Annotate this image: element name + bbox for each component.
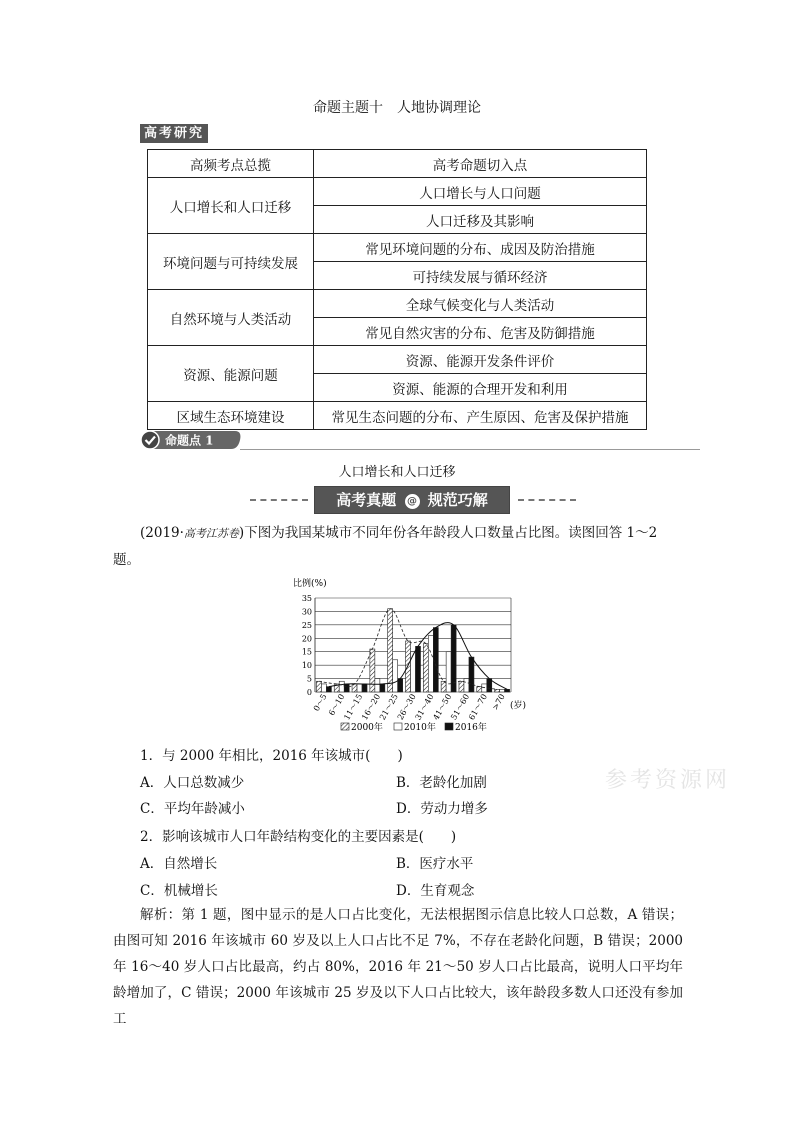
topic-cell: 人口增长和人口迁移 xyxy=(148,178,314,234)
legend-label: 2016年 xyxy=(455,723,487,733)
question-2-option-b[interactable]: B．医疗水平 xyxy=(396,856,474,872)
divider xyxy=(240,449,700,450)
intro-text: )下图为我国某城市不同年份各年龄段人口数量占比图。读图回答 1～2 题。 xyxy=(113,525,658,568)
age-structure-chart xyxy=(285,574,535,738)
table-row xyxy=(148,346,647,374)
x-axis-label: (岁) xyxy=(510,701,527,711)
x-tick-label: 6～10 xyxy=(327,692,347,718)
table-row xyxy=(148,234,647,262)
question-1-option-a[interactable]: A．人口总数减少 xyxy=(140,775,245,791)
bar-2016年 xyxy=(469,657,474,692)
bar-2016年 xyxy=(362,684,367,692)
point-cell: 全球气候变化与人类活动 xyxy=(314,290,647,318)
table-row xyxy=(148,290,647,318)
bar-2000年 xyxy=(477,687,482,692)
bar-2010年 xyxy=(428,636,433,692)
bar-2000年 xyxy=(459,681,464,692)
table-header-cell: 高频考点总揽 xyxy=(148,150,314,178)
intro-source-prefix: (2019· xyxy=(140,525,184,541)
x-tick-label: 16～20 xyxy=(360,692,383,722)
table-header-row xyxy=(148,150,647,178)
table-row xyxy=(148,178,647,206)
bar-2000年 xyxy=(495,689,500,692)
bar-2010年 xyxy=(375,679,380,692)
bar-2010年 xyxy=(500,689,505,692)
point-cell: 常见自然灾害的分布、危害及防御措施 xyxy=(314,318,647,346)
question-2-stem: 2．影响该城市人口年龄结构变化的主要因素是( ) xyxy=(140,829,457,845)
y-tick-label: 0 xyxy=(306,688,312,697)
bar-2010年 xyxy=(393,660,398,692)
point-cell: 人口增长与人口问题 xyxy=(314,178,647,206)
mingti-badge-label: 命题点 1 xyxy=(165,433,214,448)
question-1-option-c[interactable]: C．平均年龄减小 xyxy=(140,801,245,817)
legend-swatch-2000年 xyxy=(341,723,349,730)
banner-box xyxy=(314,486,510,514)
banner-right-text: 规范巧解 xyxy=(427,491,488,509)
question-2-option-c[interactable]: C．机械增长 xyxy=(140,883,218,899)
document-title: 命题主题十 人地协调理论 xyxy=(313,100,481,116)
mingti-subtitle: 人口增长和人口迁移 xyxy=(338,465,456,480)
banner-circle-icon: @ xyxy=(405,494,420,509)
x-tick-label: 31～40 xyxy=(413,692,436,722)
bar-2016年 xyxy=(505,689,510,692)
question-2-option-d[interactable]: D．生育观念 xyxy=(396,883,475,899)
x-tick-label: 51～60 xyxy=(449,692,472,722)
mingti-badge xyxy=(140,430,243,450)
bar-2000年 xyxy=(352,684,357,692)
bar-2016年 xyxy=(326,687,331,692)
question-1-option-b[interactable]: B．老龄化加剧 xyxy=(396,775,487,791)
bar-2010年 xyxy=(446,652,451,692)
bar-2010年 xyxy=(357,684,362,692)
bar-2010年 xyxy=(339,681,344,692)
banner-dash-left xyxy=(250,499,308,503)
legend-label: 2000年 xyxy=(351,723,383,733)
topic-cell: 区域生态环境建设 xyxy=(148,402,314,430)
section-badge: 高考研究 xyxy=(140,124,208,143)
x-tick-label: 26～30 xyxy=(395,692,418,722)
table-row xyxy=(148,402,647,430)
y-tick-label: 25 xyxy=(301,620,312,630)
banner-left-text: 高考真题 xyxy=(336,491,397,509)
bar-2000年 xyxy=(316,681,321,692)
bar-2016年 xyxy=(433,628,438,692)
point-cell: 资源、能源开发条件评价 xyxy=(314,346,647,374)
point-cell: 可持续发展与循环经济 xyxy=(314,262,647,290)
bar-2016年 xyxy=(344,684,349,692)
bar-2000年 xyxy=(388,609,393,692)
topic-cell: 资源、能源问题 xyxy=(148,346,314,402)
legend-swatch-2016年 xyxy=(445,723,453,730)
y-tick-label: 10 xyxy=(301,661,312,671)
x-tick-label: 61～70 xyxy=(467,692,490,722)
x-tick-label: 21～25 xyxy=(377,692,400,722)
x-tick-label: 41～50 xyxy=(431,692,454,722)
bar-2000年 xyxy=(423,644,428,692)
x-tick-label: 11～15 xyxy=(342,692,365,722)
x-tick-label: >70 xyxy=(490,692,507,712)
topics-table xyxy=(147,149,647,430)
point-cell: 常见生态问题的分布、产生原因、危害及保护措施 xyxy=(314,402,647,430)
y-tick-label: 20 xyxy=(301,634,312,644)
analysis-paragraph: 解析：第 1 题，图中显示的是人口占比变化，无法根据图示信息比较人口总数，A 错误；由图可知 2016 年该城市 60 岁及以上人口占比不足 7%，不存在老龄化问题，B 错误；2000 年 16～40 岁人口占比最高，约占 80%，2016 年 21～50 岁人口占比最高，说明人口平均年龄增加了，C 错误；2000 年该城市 25 岁及以下人口占比较大，该年龄段多数人口还没有参加工 xyxy=(113,907,683,1027)
point-cell: 资源、能源的合理开发和利用 xyxy=(314,374,647,402)
y-tick-label: 35 xyxy=(301,594,312,603)
point-cell: 常见环境问题的分布、成因及防治措施 xyxy=(314,234,647,262)
bar-2010年 xyxy=(321,684,326,692)
point-cell: 人口迁移及其影响 xyxy=(314,206,647,234)
banner-dash-right xyxy=(518,499,576,503)
question-2-option-a[interactable]: A．自然增长 xyxy=(140,856,218,872)
y-tick-label: 30 xyxy=(301,607,312,617)
table-header-cell: 高考命题切入点 xyxy=(314,150,647,178)
legend-swatch-2010年 xyxy=(394,723,402,730)
bar-2016年 xyxy=(380,684,385,692)
y-tick-label: 15 xyxy=(301,647,312,657)
x-tick-label: 0～5 xyxy=(311,692,329,713)
topic-cell: 环境问题与可持续发展 xyxy=(148,234,314,290)
y-tick-label: 5 xyxy=(306,674,312,684)
intro-source: 高考江苏卷 xyxy=(183,527,239,540)
legend-label: 2010年 xyxy=(404,723,436,733)
intro-paragraph xyxy=(113,520,683,573)
bar-2010年 xyxy=(464,679,469,692)
section-banner xyxy=(250,486,540,514)
question-1-stem: 1．与 2000 年相比，2016 年该城市( ) xyxy=(140,748,403,764)
y-axis-label: 比例(%) xyxy=(293,579,327,589)
watermark: 参考资源网 xyxy=(605,768,731,793)
bar-2000年 xyxy=(370,649,375,692)
topic-cell: 自然环境与人类活动 xyxy=(148,290,314,346)
bar-2016年 xyxy=(416,646,421,692)
question-1-option-d[interactable]: D．劳动力增多 xyxy=(396,801,488,817)
